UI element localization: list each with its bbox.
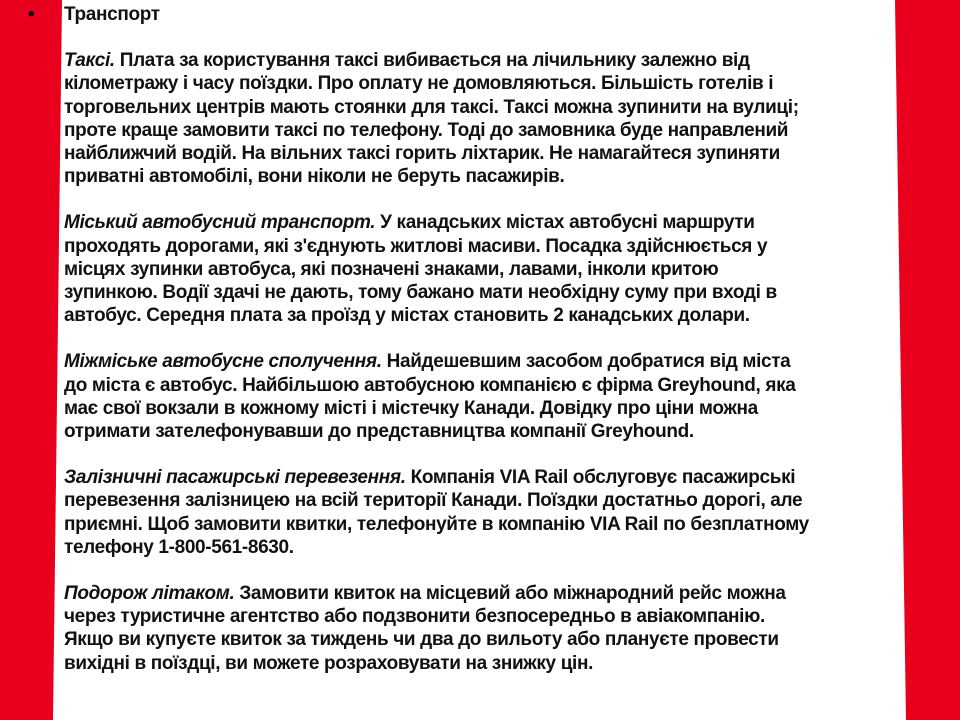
section-line: проте краще замовити таксі по телефону. Тоді до замовника буде направлений [64,119,789,141]
slide-content [28,3,908,675]
section-city-bus [64,211,908,327]
section-line: перевезення залізницею на всій території Канади. Поїздки достатньо дорогі, але [64,490,803,512]
section-line: Найдешевшим засобом добратися від міста [381,351,791,373]
section-line: Компанія VIA Rail обслуговує пасажирські [405,467,796,489]
section-line: до міста є автобус. Найбільшою автобусною компанією є фірма Greyhound, яка [64,374,796,396]
section-intercity-bus [64,350,908,443]
section-line: має свої вокзали в кожному місті і містечку Канади. Довідку про ціни можна [64,397,758,419]
section-line: торговельних центрів мають стоянки для таксі. Таксі можна зупинити на вулиці; [64,96,799,118]
section-air [64,582,908,675]
section-lead: Міжміське автобусне сполучення. [64,351,382,373]
section-line: У канадських містах автобусні маршрути [375,212,755,234]
section-line: Замовити квиток на місцевий або міжнародний рейс можна [234,583,786,605]
section-taxi [64,49,908,188]
section-lead: Міський автобусний транспорт. [64,212,376,234]
section-line: автобус. Середня плата за проїзд у містах становить 2 канадських долари. [64,305,750,327]
section-lead: Залізничні пасажирські перевезення. [64,467,406,489]
slide-title: Транспорт [64,4,160,25]
section-lead: Подорож літаком. [64,583,235,605]
section-line: кілометражу і часу поїздки. Про оплату не домовляються. Більшість готелів і [64,73,774,95]
section-line: вихідні в поїздці, ви можете розраховувати на знижку цін. [64,652,594,674]
section-rail [64,466,908,559]
section-line: телефону 1-800-561-8630. [64,536,294,558]
section-line: зупинкою. Водії здачі не дають, тому бажано мати необхідну суму при вході в [64,282,777,304]
bullet-marker: • [28,4,35,25]
section-line: Плата за користування таксі вибивається на лічильнику залежно від [114,50,750,72]
section-line: отримати зателефонувавши до представництва компанії Greyhound. [64,421,694,443]
bullet-item [28,3,908,26]
section-line: місцях зупинки автобуса, які позначені знаками, лавами, інколи критою [64,258,719,280]
section-line: через туристичне агентство або подзвонити безпосередньо в авіакомпанію. [64,606,765,628]
section-line: проходять дорогами, які з'єднують житлові масиви. Посадка здійснюється у [64,235,768,257]
section-line: Якщо ви купуєте квиток за тиждень чи два до вильоту або плануєте провести [64,629,779,651]
section-line: приватні автомобілі, вони ніколи не беруть пасажирів. [64,166,565,188]
section-line: приємні. Щоб замовити квитки, телефонуйте в компанію VIA Rail по безплатному [64,513,809,535]
section-line: найближчий водій. На вільних таксі горить ліхтарик. Не намагайтеся зупиняти [64,143,780,165]
section-lead: Таксі. [64,50,115,72]
